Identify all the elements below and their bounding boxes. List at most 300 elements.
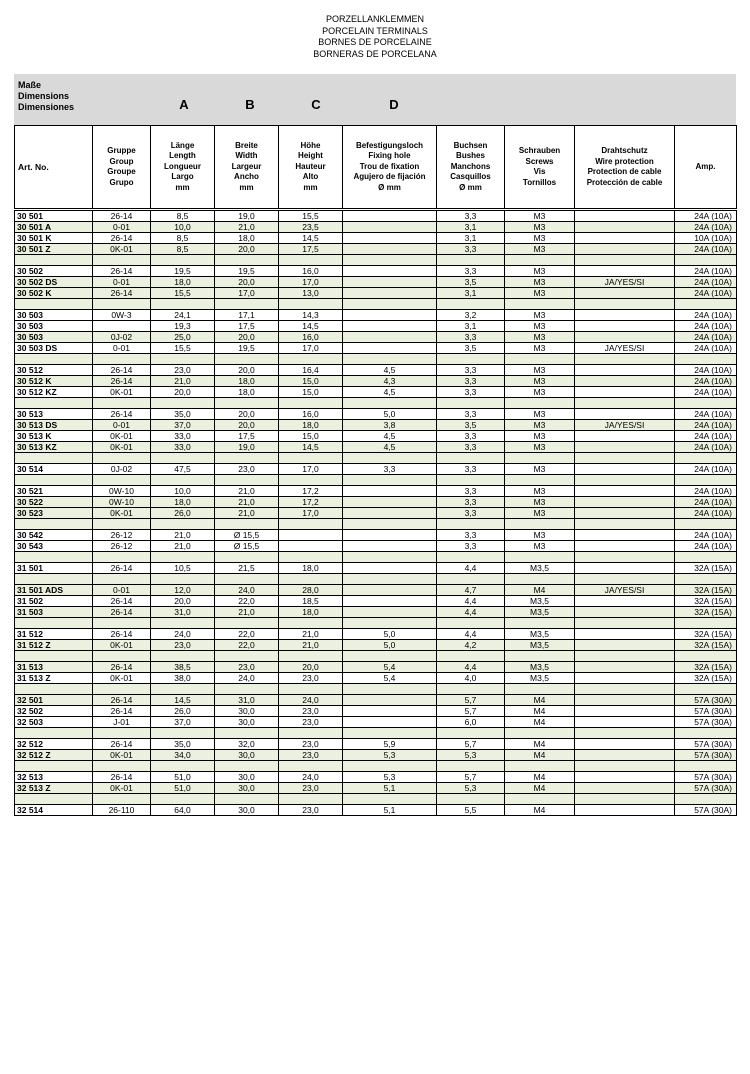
separator-cell xyxy=(215,398,279,409)
table-cell: M3 xyxy=(505,464,575,475)
separator-cell xyxy=(151,552,215,563)
separator-cell xyxy=(15,552,93,563)
dim-letter-d: D xyxy=(389,97,399,112)
table-cell: 24A (10A) xyxy=(675,266,737,277)
separator-cell xyxy=(93,398,151,409)
table-cell: J-01 xyxy=(93,717,151,728)
separator-cell xyxy=(151,651,215,662)
separator-row xyxy=(15,552,737,563)
title-fr: BORNES DE PORCELAINE xyxy=(318,37,432,47)
table-cell: M3 xyxy=(505,365,575,376)
table-cell: 32A (15A) xyxy=(675,607,737,618)
separator-cell xyxy=(575,728,675,739)
table-cell: 3,3 xyxy=(437,365,505,376)
table-cell: 4,5 xyxy=(343,442,437,453)
separator-cell xyxy=(151,475,215,486)
table-cell: 3,3 xyxy=(437,409,505,420)
table-cell: 5,0 xyxy=(343,629,437,640)
table-cell: M4 xyxy=(505,739,575,750)
separator-cell xyxy=(437,354,505,365)
table-cell: M3 xyxy=(505,387,575,398)
separator-cell xyxy=(437,552,505,563)
separator-cell xyxy=(215,255,279,266)
separator-cell xyxy=(93,761,151,772)
separator-cell xyxy=(93,651,151,662)
separator-cell xyxy=(343,761,437,772)
table-cell: 15,5 xyxy=(279,211,343,222)
separator-row xyxy=(15,354,737,365)
table-cell xyxy=(575,310,675,321)
table-cell: 4,3 xyxy=(343,376,437,387)
separator-cell xyxy=(505,794,575,805)
separator-cell xyxy=(93,794,151,805)
table-cell: 31,0 xyxy=(215,695,279,706)
table-cell: 23,0 xyxy=(279,750,343,761)
table-cell: 3,3 xyxy=(437,376,505,387)
separator-cell xyxy=(437,255,505,266)
table-cell: M3 xyxy=(505,486,575,497)
header-line: Vis xyxy=(533,167,546,176)
separator-row xyxy=(15,398,737,409)
table-cell: 20,0 xyxy=(151,596,215,607)
table-cell: M3 xyxy=(505,233,575,244)
table-cell: 23,0 xyxy=(279,706,343,717)
table-cell: M3 xyxy=(505,376,575,387)
separator-cell xyxy=(437,519,505,530)
table-cell xyxy=(575,244,675,255)
table-cell: 21,0 xyxy=(215,222,279,233)
table-cell: 31 512 xyxy=(15,629,93,640)
table-cell: 21,0 xyxy=(215,508,279,519)
separator-cell xyxy=(215,794,279,805)
header-line: Wire protection xyxy=(595,156,654,166)
table-cell: 5,3 xyxy=(437,783,505,794)
table-cell: 0K-01 xyxy=(93,387,151,398)
table-cell: 26-14 xyxy=(93,365,151,376)
table-cell xyxy=(343,277,437,288)
table-cell: M3 xyxy=(505,332,575,343)
table-cell: 23,0 xyxy=(151,365,215,376)
table-cell xyxy=(575,431,675,442)
table-row xyxy=(15,629,737,640)
table-cell: 5,4 xyxy=(343,673,437,684)
separator-cell xyxy=(343,354,437,365)
table-cell: 23,5 xyxy=(279,222,343,233)
separator-cell xyxy=(675,552,737,563)
table-cell: 17,0 xyxy=(279,508,343,519)
separator-cell xyxy=(575,552,675,563)
header-line: Trou de fixation xyxy=(359,161,420,171)
separator-cell xyxy=(15,651,93,662)
table-cell: 18,0 xyxy=(151,277,215,288)
header-line: Schrauben xyxy=(518,146,561,155)
separator-cell xyxy=(215,552,279,563)
table-cell xyxy=(343,596,437,607)
table-cell: M3,5 xyxy=(505,662,575,673)
table-cell: 26-14 xyxy=(93,739,151,750)
separator-row xyxy=(15,255,737,266)
separator-cell xyxy=(343,299,437,310)
table-cell xyxy=(343,288,437,299)
table-cell xyxy=(575,750,675,761)
table-cell: 0-01 xyxy=(93,277,151,288)
table-cell xyxy=(575,211,675,222)
table-row xyxy=(15,541,737,552)
table-cell xyxy=(575,596,675,607)
table-row xyxy=(15,376,737,387)
table-cell xyxy=(343,486,437,497)
table-cell: 32 502 xyxy=(15,706,93,717)
separator-cell xyxy=(675,728,737,739)
table-cell: 30 502 K xyxy=(15,288,93,299)
table-cell xyxy=(575,739,675,750)
table-cell xyxy=(93,321,151,332)
separator-cell xyxy=(151,761,215,772)
table-cell xyxy=(575,772,675,783)
table-cell: 20,0 xyxy=(215,409,279,420)
table-cell: 15,5 xyxy=(151,288,215,299)
separator-row xyxy=(15,299,737,310)
table-cell: 20,0 xyxy=(279,662,343,673)
separator-row xyxy=(15,618,737,629)
table-cell: 18,0 xyxy=(215,376,279,387)
table-cell: 24A (10A) xyxy=(675,244,737,255)
col-width xyxy=(215,126,279,209)
separator-cell xyxy=(215,354,279,365)
separator-cell xyxy=(437,684,505,695)
table-cell: 10A (10A) xyxy=(675,233,737,244)
separator-cell xyxy=(93,684,151,695)
table-cell: 14,5 xyxy=(279,233,343,244)
table-cell xyxy=(343,310,437,321)
separator-cell xyxy=(151,255,215,266)
table-cell: 26-14 xyxy=(93,563,151,574)
table-cell: 5,9 xyxy=(343,739,437,750)
table-cell: 20,0 xyxy=(215,244,279,255)
separator-cell xyxy=(15,684,93,695)
table-cell: 23,0 xyxy=(151,640,215,651)
table-cell: 17,2 xyxy=(279,486,343,497)
header-line: Tornillos xyxy=(522,177,557,187)
separator-cell xyxy=(675,475,737,486)
separator-cell xyxy=(279,453,343,464)
table-cell: 31 501 ADS xyxy=(15,585,93,596)
table-cell: 24A (10A) xyxy=(675,365,737,376)
table-cell: 0K-01 xyxy=(93,673,151,684)
table-cell: 0K-01 xyxy=(93,442,151,453)
table-cell: 5,7 xyxy=(437,695,505,706)
separator-cell xyxy=(505,684,575,695)
table-cell: 24,0 xyxy=(279,772,343,783)
header-line: Protección de cable xyxy=(586,177,663,187)
table-cell: 3,3 xyxy=(437,530,505,541)
table-cell: 21,0 xyxy=(215,497,279,508)
terminal-table xyxy=(14,210,737,816)
table-cell: 35,0 xyxy=(151,739,215,750)
table-cell: 24,0 xyxy=(215,585,279,596)
separator-cell xyxy=(343,475,437,486)
table-cell: 18,5 xyxy=(279,596,343,607)
table-row xyxy=(15,431,737,442)
table-cell: 14,5 xyxy=(151,695,215,706)
separator-cell xyxy=(437,651,505,662)
table-cell: 30 521 xyxy=(15,486,93,497)
table-cell: 33,0 xyxy=(151,431,215,442)
table-cell: 57A (30A) xyxy=(675,750,737,761)
separator-cell xyxy=(505,398,575,409)
table-cell: 5,1 xyxy=(343,783,437,794)
table-cell: 26-12 xyxy=(93,530,151,541)
separator-cell xyxy=(575,761,675,772)
table-cell xyxy=(575,233,675,244)
separator-cell xyxy=(343,794,437,805)
separator-cell xyxy=(505,574,575,585)
separator-cell xyxy=(215,453,279,464)
table-cell xyxy=(575,695,675,706)
table-cell: 4,5 xyxy=(343,387,437,398)
table-cell: 0W-10 xyxy=(93,486,151,497)
table-cell xyxy=(575,673,675,684)
separator-cell xyxy=(437,761,505,772)
table-cell: 3,3 xyxy=(437,244,505,255)
table-cell: 5,7 xyxy=(437,739,505,750)
table-cell: 24A (10A) xyxy=(675,376,737,387)
table-cell: 30 512 K xyxy=(15,376,93,387)
table-row xyxy=(15,783,737,794)
table-cell: M4 xyxy=(505,585,575,596)
table-cell xyxy=(343,508,437,519)
table-cell xyxy=(575,387,675,398)
table-cell: 16,0 xyxy=(279,409,343,420)
table-row xyxy=(15,673,737,684)
table-cell: 4,4 xyxy=(437,563,505,574)
table-cell xyxy=(575,706,675,717)
table-row xyxy=(15,233,737,244)
table-cell xyxy=(575,563,675,574)
table-cell: 24A (10A) xyxy=(675,343,737,354)
table-cell: 57A (30A) xyxy=(675,772,737,783)
header-line: Width xyxy=(235,151,258,161)
table-cell: 4,5 xyxy=(343,365,437,376)
separator-cell xyxy=(15,299,93,310)
table-cell: 30 503 xyxy=(15,321,93,332)
separator-cell xyxy=(575,519,675,530)
separator-cell xyxy=(151,453,215,464)
table-cell: 13,0 xyxy=(279,288,343,299)
separator-cell xyxy=(505,519,575,530)
header-line: Gruppe xyxy=(107,146,136,155)
table-cell: 31,0 xyxy=(151,607,215,618)
separator-cell xyxy=(505,728,575,739)
table-cell: 24A (10A) xyxy=(675,541,737,552)
separator-cell xyxy=(93,255,151,266)
separator-cell xyxy=(93,574,151,585)
separator-cell xyxy=(575,453,675,464)
col-fixing-hole xyxy=(343,126,437,209)
separator-cell xyxy=(675,618,737,629)
separator-cell xyxy=(15,519,93,530)
table-cell: 24,1 xyxy=(151,310,215,321)
table-cell: 31 513 Z xyxy=(15,673,93,684)
table-cell: 20,0 xyxy=(215,365,279,376)
table-cell: 30 502 DS xyxy=(15,277,93,288)
table-cell: 3,3 xyxy=(437,464,505,475)
header-line: Befestigungsloch xyxy=(355,140,424,150)
table-cell: 57A (30A) xyxy=(675,783,737,794)
table-cell: 8,5 xyxy=(151,211,215,222)
table-cell: 10,0 xyxy=(151,222,215,233)
header-line: Ø mm xyxy=(378,182,401,192)
separator-cell xyxy=(279,794,343,805)
table-cell: 0-01 xyxy=(93,222,151,233)
table-cell: 35,0 xyxy=(151,409,215,420)
table-cell: M4 xyxy=(505,772,575,783)
table-cell: 26-110 xyxy=(93,805,151,816)
table-cell: 17,2 xyxy=(279,497,343,508)
table-row xyxy=(15,266,737,277)
table-cell xyxy=(343,332,437,343)
separator-cell xyxy=(575,651,675,662)
separator-cell xyxy=(437,574,505,585)
table-cell: M4 xyxy=(505,783,575,794)
separator-cell xyxy=(505,618,575,629)
table-cell: 20,0 xyxy=(151,387,215,398)
table-cell: 5,1 xyxy=(343,805,437,816)
table-cell: 0-01 xyxy=(93,585,151,596)
table-cell: 32,0 xyxy=(215,739,279,750)
col-screws xyxy=(505,126,575,209)
header-line: Agujero de fijación xyxy=(353,172,426,182)
separator-cell xyxy=(93,453,151,464)
table-cell: 30 502 xyxy=(15,266,93,277)
separator-cell xyxy=(343,651,437,662)
separator-cell xyxy=(151,618,215,629)
table-row xyxy=(15,464,737,475)
table-cell: 30 501 Z xyxy=(15,244,93,255)
separator-cell xyxy=(93,354,151,365)
table-cell xyxy=(343,343,437,354)
table-cell: 26-14 xyxy=(93,376,151,387)
separator-cell xyxy=(215,299,279,310)
table-row xyxy=(15,640,737,651)
table-cell: 32 512 xyxy=(15,739,93,750)
table-cell: 5,5 xyxy=(437,805,505,816)
table-cell: 3,5 xyxy=(437,420,505,431)
separator-cell xyxy=(279,354,343,365)
table-cell: M4 xyxy=(505,750,575,761)
table-cell: 4,4 xyxy=(437,596,505,607)
table-cell: 17,0 xyxy=(279,464,343,475)
table-cell: 57A (30A) xyxy=(675,739,737,750)
separator-cell xyxy=(675,651,737,662)
separator-cell xyxy=(575,794,675,805)
table-cell: 57A (30A) xyxy=(675,805,737,816)
table-cell: 3,3 xyxy=(437,431,505,442)
table-cell: 32 513 xyxy=(15,772,93,783)
table-cell: 51,0 xyxy=(151,783,215,794)
table-row xyxy=(15,321,737,332)
table-cell: 24A (10A) xyxy=(675,321,737,332)
header-line: Höhe xyxy=(300,140,321,150)
table-cell: 19,5 xyxy=(215,266,279,277)
table-cell: 3,8 xyxy=(343,420,437,431)
table-cell: 23,0 xyxy=(279,783,343,794)
separator-cell xyxy=(279,684,343,695)
table-cell: M3 xyxy=(505,321,575,332)
table-cell: 31 502 xyxy=(15,596,93,607)
separator-cell xyxy=(215,651,279,662)
table-cell: M3 xyxy=(505,497,575,508)
table-cell: 4,4 xyxy=(437,629,505,640)
table-cell: 26-14 xyxy=(93,266,151,277)
separator-cell xyxy=(675,255,737,266)
table-cell: 26-14 xyxy=(93,288,151,299)
separator-cell xyxy=(151,794,215,805)
table-cell xyxy=(279,541,343,552)
table-cell: 30 513 DS xyxy=(15,420,93,431)
separator-cell xyxy=(215,574,279,585)
header-line: Height xyxy=(298,151,323,161)
separator-row xyxy=(15,574,737,585)
table-cell: 30,0 xyxy=(215,750,279,761)
table-cell: M3,5 xyxy=(505,640,575,651)
table-cell xyxy=(343,233,437,244)
table-cell: 5,4 xyxy=(343,662,437,673)
table-cell: 21,0 xyxy=(215,486,279,497)
separator-cell xyxy=(675,354,737,365)
separator-cell xyxy=(575,475,675,486)
table-cell: 21,0 xyxy=(151,376,215,387)
table-cell: 37,0 xyxy=(151,420,215,431)
table-cell: M3,5 xyxy=(505,596,575,607)
table-cell: 16,4 xyxy=(279,365,343,376)
table-cell: 17,0 xyxy=(279,343,343,354)
separator-cell xyxy=(215,728,279,739)
table-cell: 30 513 K xyxy=(15,431,93,442)
table-cell: 17,0 xyxy=(279,277,343,288)
separator-cell xyxy=(15,728,93,739)
table-cell: 8,5 xyxy=(151,233,215,244)
table-cell: 26-14 xyxy=(93,607,151,618)
table-cell xyxy=(575,717,675,728)
table-row xyxy=(15,332,737,343)
table-cell: M4 xyxy=(505,805,575,816)
table-cell: 17,5 xyxy=(215,321,279,332)
separator-cell xyxy=(93,728,151,739)
separator-cell xyxy=(343,618,437,629)
table-row xyxy=(15,772,737,783)
col-art-no: Art. No. xyxy=(15,126,93,209)
table-cell: 3,3 xyxy=(437,332,505,343)
table-cell: 19,0 xyxy=(215,442,279,453)
table-cell: 30 501 A xyxy=(15,222,93,233)
table-cell: 0J-02 xyxy=(93,464,151,475)
table-cell: 18,0 xyxy=(279,563,343,574)
table-row xyxy=(15,497,737,508)
separator-cell xyxy=(575,299,675,310)
table-cell: 24A (10A) xyxy=(675,431,737,442)
table-cell: 30 512 KZ xyxy=(15,387,93,398)
table-cell: M3 xyxy=(505,266,575,277)
separator-row xyxy=(15,519,737,530)
separator-cell xyxy=(437,453,505,464)
table-cell: 31 512 Z xyxy=(15,640,93,651)
table-cell: 24A (10A) xyxy=(675,387,737,398)
table-cell xyxy=(343,211,437,222)
table-cell: 3,3 xyxy=(437,211,505,222)
table-row xyxy=(15,288,737,299)
table-cell: 0J-02 xyxy=(93,332,151,343)
